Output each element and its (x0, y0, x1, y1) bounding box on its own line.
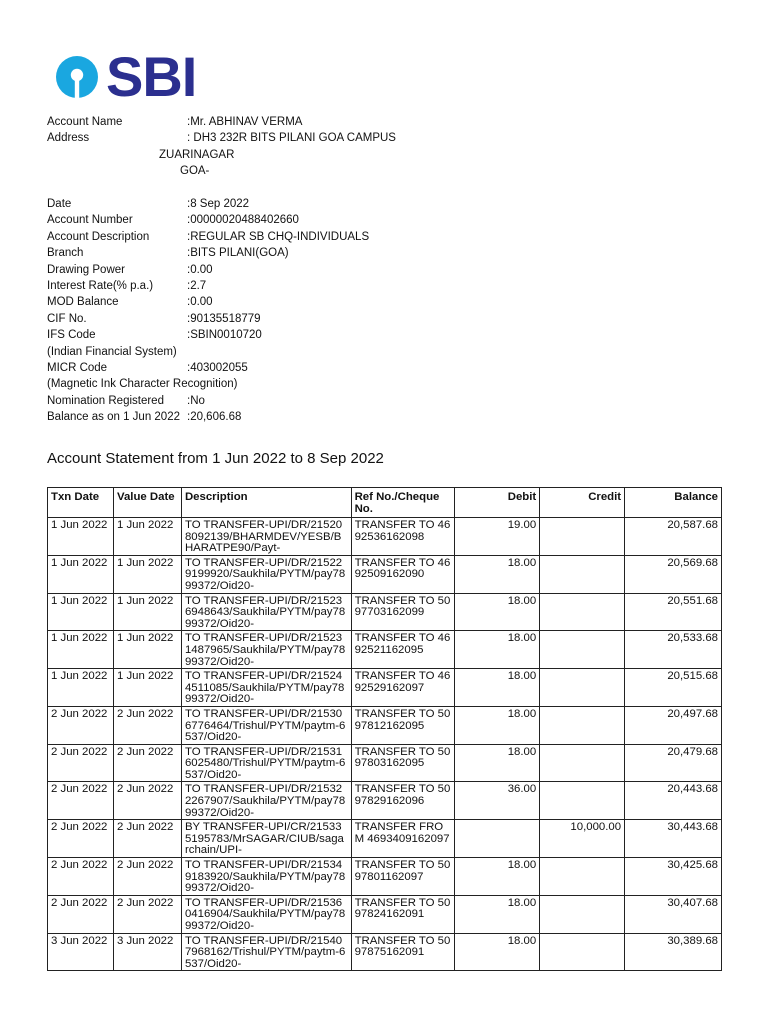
cell-description (181, 820, 351, 858)
cell-ref-no-text: TRANSFER TO 4692529162097 (354, 671, 451, 694)
sbi-keyhole-logo-icon (54, 54, 100, 100)
cell-balance: 20,551.68 (625, 593, 722, 631)
cell-balance: 30,443.68 (625, 820, 722, 858)
cell-txn-date: 2 Jun 2022 (48, 782, 114, 820)
info-label: Nomination Registered (47, 394, 164, 407)
info-value: :8 Sep 2022 (187, 198, 250, 210)
cell-description (181, 555, 351, 593)
info-value: :Mr. ABHINAV VERMA (187, 116, 303, 128)
info-label: Account Name (47, 116, 123, 128)
info-label: Account Description (47, 230, 150, 243)
cell-ref-no-text: TRANSFER TO 5097824162091 (354, 897, 451, 921)
table-row (48, 555, 722, 593)
table-row (48, 782, 722, 820)
info-label: Branch (47, 247, 84, 260)
cell-debit (455, 820, 540, 858)
cell-description (181, 631, 351, 669)
info-label: Drawing Power (47, 263, 125, 276)
header-balance: Balance (625, 488, 722, 518)
info-label: Interest Rate(% p.a.) (47, 279, 154, 292)
table-row (48, 895, 722, 933)
cell-balance: 20,515.68 (625, 669, 722, 707)
info-value: :REGULAR SB CHQ-INDIVIDUALS (187, 230, 370, 243)
info-label: MICR Code (47, 361, 108, 374)
header-ref-no: Ref No./Cheque No. (351, 488, 455, 518)
sbi-logo (54, 45, 197, 108)
cell-txn-date: 2 Jun 2022 (48, 744, 114, 782)
cell-description (181, 933, 351, 971)
table-row (48, 518, 722, 556)
cell-value-date: 2 Jun 2022 (113, 820, 181, 858)
cell-description (181, 895, 351, 933)
cell-debit: 18.00 (455, 669, 540, 707)
cell-ref-no-text: TRANSFER TO 5097875162091 (354, 935, 451, 959)
cell-debit: 18.00 (455, 555, 540, 593)
cell-txn-date: 2 Jun 2022 (48, 895, 114, 933)
cell-credit (540, 593, 625, 631)
cell-ref-no (351, 518, 455, 556)
cell-description-text: TO TRANSFER-UPI/DR/215208092139/BHARMDEV/YESB/BHARATPE90/Payt- (184, 520, 343, 555)
cell-credit (540, 555, 625, 593)
info-value: :0.00 (187, 296, 213, 309)
cell-txn-date: 1 Jun 2022 (48, 631, 114, 669)
cell-balance: 30,425.68 (625, 858, 722, 896)
cell-txn-date: 1 Jun 2022 (48, 518, 114, 556)
cell-balance: 30,407.68 (625, 895, 722, 933)
cell-description (181, 706, 351, 744)
info-label: Account Number (47, 214, 133, 227)
cell-ref-no (351, 782, 455, 820)
cell-ref-no-text: TRANSFER TO 4692509162090 (354, 557, 451, 581)
cell-ref-no-text: TRANSFER TO 5097801162097 (354, 860, 451, 883)
table-row (48, 669, 722, 707)
cell-ref-no-text: TRANSFER FROM 4693409162097 (354, 822, 450, 845)
cell-description-text: BY TRANSFER-UPI/CR/215335195783/MrSAGAR/CIUB/sagarchain/UPI- (184, 822, 344, 857)
table-header-row (48, 488, 722, 518)
cell-value-date: 2 Jun 2022 (113, 706, 181, 744)
cell-description-text: TO TRANSFER-UPI/DR/215316025480/Trishul/PYTM/paytm-6537/Oid20- (184, 746, 346, 781)
table-row (48, 744, 722, 782)
cell-description-text: TO TRANSFER-UPI/DR/215231487965/Saukhila/PYTM/pay7899372/Oid20- (184, 633, 346, 668)
cell-description-text: TO TRANSFER-UPI/DR/215322267907/Saukhila/PYTM/pay7899372/Oid20- (184, 784, 346, 819)
cell-debit: 18.00 (455, 933, 540, 971)
transactions-table (47, 487, 722, 971)
cell-debit: 36.00 (455, 782, 540, 820)
cell-description (181, 669, 351, 707)
info-value: :403002055 (187, 361, 248, 374)
info-value: :No (187, 394, 205, 407)
cell-description-text: TO TRANSFER-UPI/DR/215236948643/Saukhila/PYTM/pay7899372/Oid20- (184, 595, 346, 630)
header-value-date: Value Date (113, 488, 181, 518)
info-label: (Indian Financial System) (47, 345, 177, 358)
cell-txn-date: 1 Jun 2022 (48, 593, 114, 631)
info-label: CIF No. (47, 312, 87, 325)
cell-description-text: TO TRANSFER-UPI/DR/215360416904/Saukhila/PYTM/pay7899372/Oid20- (184, 897, 346, 932)
info-value: : DH3 232R BITS PILANI GOA CAMPUS (187, 132, 396, 145)
cell-value-date: 1 Jun 2022 (113, 669, 181, 707)
info-value: :SBIN0010720 (187, 329, 262, 342)
cell-ref-no (351, 593, 455, 631)
cell-credit (540, 895, 625, 933)
cell-ref-no (351, 631, 455, 669)
cell-value-date: 1 Jun 2022 (113, 555, 181, 593)
cell-ref-no (351, 858, 455, 896)
cell-txn-date: 1 Jun 2022 (48, 669, 114, 707)
cell-debit: 18.00 (455, 631, 540, 669)
info-label: IFS Code (47, 329, 96, 342)
cell-txn-date: 3 Jun 2022 (48, 933, 114, 971)
cell-value-date: 2 Jun 2022 (113, 895, 181, 933)
cell-description (181, 858, 351, 896)
cell-value-date: 2 Jun 2022 (113, 858, 181, 896)
cell-description-text: TO TRANSFER-UPI/DR/215244511085/Saukhila/PYTM/pay7899372/Oid20- (184, 671, 345, 706)
cell-balance: 20,497.68 (625, 706, 722, 744)
table-row (48, 933, 722, 971)
info-value: :0.00 (187, 263, 213, 276)
header-debit: Debit (455, 488, 540, 518)
cell-ref-no (351, 933, 455, 971)
header-description: Description (181, 488, 351, 518)
info-label: Address (47, 132, 90, 145)
cell-value-date: 2 Jun 2022 (113, 782, 181, 820)
table-row (48, 820, 722, 858)
info-value: :BITS PILANI(GOA) (187, 247, 289, 260)
cell-debit: 18.00 (455, 858, 540, 896)
cell-value-date: 1 Jun 2022 (113, 593, 181, 631)
cell-debit: 18.00 (455, 895, 540, 933)
info-value: :90135518779 (187, 312, 261, 325)
info-label: Date (47, 198, 72, 210)
cell-credit (540, 933, 625, 971)
cell-credit (540, 669, 625, 707)
cell-ref-no (351, 669, 455, 707)
header-txn-date: Txn Date (48, 488, 114, 518)
info-value: :20,606.68 (187, 411, 242, 424)
cell-debit: 18.00 (455, 744, 540, 782)
cell-credit: 10,000.00 (540, 820, 625, 858)
table-row (48, 706, 722, 744)
cell-description (181, 593, 351, 631)
cell-ref-no-text: TRANSFER TO 4692536162098 (354, 520, 451, 543)
cell-description-text: TO TRANSFER-UPI/DR/215349183920/Saukhila/PYTM/pay7899372/Oid20- (184, 860, 346, 895)
info-value: :2.7 (187, 279, 207, 292)
table-row (48, 593, 722, 631)
info-value: :00000020488402660 (187, 214, 299, 227)
cell-debit: 18.00 (455, 706, 540, 744)
cell-ref-no (351, 706, 455, 744)
cell-ref-no-text: TRANSFER TO 5097803162095 (354, 746, 451, 770)
header-credit: Credit (540, 488, 625, 518)
cell-ref-no (351, 895, 455, 933)
info-label: (Magnetic Ink Character Recognition) (47, 378, 238, 391)
address-line-3: GOA- (180, 165, 210, 177)
cell-txn-date: 1 Jun 2022 (48, 555, 114, 593)
cell-value-date: 3 Jun 2022 (113, 933, 181, 971)
cell-credit (540, 706, 625, 744)
cell-description-text: TO TRANSFER-UPI/DR/215407968162/Trishul/PYTM/paytm-6537/Oid20- (184, 935, 346, 970)
cell-description (181, 782, 351, 820)
cell-ref-no (351, 820, 455, 858)
cell-credit (540, 858, 625, 896)
address-line-2: ZUARINAGAR (159, 149, 235, 161)
cell-balance: 20,587.68 (625, 518, 722, 556)
cell-txn-date: 2 Jun 2022 (48, 858, 114, 896)
cell-ref-no-text: TRANSFER TO 5097703162099 (354, 595, 451, 619)
cell-ref-no (351, 744, 455, 782)
cell-value-date: 1 Jun 2022 (113, 631, 181, 669)
cell-value-date: 1 Jun 2022 (113, 518, 181, 556)
info-label: MOD Balance (47, 296, 119, 309)
table-row (48, 858, 722, 896)
cell-description (181, 518, 351, 556)
cell-debit: 19.00 (455, 518, 540, 556)
cell-ref-no-text: TRANSFER TO 5097829162096 (354, 784, 451, 808)
cell-credit (540, 782, 625, 820)
cell-txn-date: 2 Jun 2022 (48, 820, 114, 858)
cell-ref-no-text: TRANSFER TO 5097812162095 (354, 708, 451, 732)
cell-credit (540, 744, 625, 782)
cell-balance: 20,533.68 (625, 631, 722, 669)
cell-debit: 18.00 (455, 593, 540, 631)
cell-credit (540, 518, 625, 556)
cell-description (181, 744, 351, 782)
cell-ref-no (351, 555, 455, 593)
info-label: Balance as on 1 Jun 2022 (47, 411, 180, 424)
cell-balance: 20,479.68 (625, 744, 722, 782)
cell-balance: 20,443.68 (625, 782, 722, 820)
cell-txn-date: 2 Jun 2022 (48, 706, 114, 744)
table-row (48, 631, 722, 669)
bank-name: SBI (106, 45, 197, 108)
cell-balance: 20,569.68 (625, 555, 722, 593)
cell-description-text: TO TRANSFER-UPI/DR/215229199920/Saukhila/PYTM/pay7899372/Oid20- (184, 557, 346, 592)
cell-ref-no-text: TRANSFER TO 4692521162095 (354, 633, 451, 656)
statement-title: Account Statement from 1 Jun 2022 to 8 Sep 2022 (47, 450, 384, 467)
cell-description-text: TO TRANSFER-UPI/DR/215306776464/Trishul/PYTM/paytm-6537/Oid20- (184, 708, 346, 744)
cell-credit (540, 631, 625, 669)
cell-balance: 30,389.68 (625, 933, 722, 971)
cell-value-date: 2 Jun 2022 (113, 744, 181, 782)
